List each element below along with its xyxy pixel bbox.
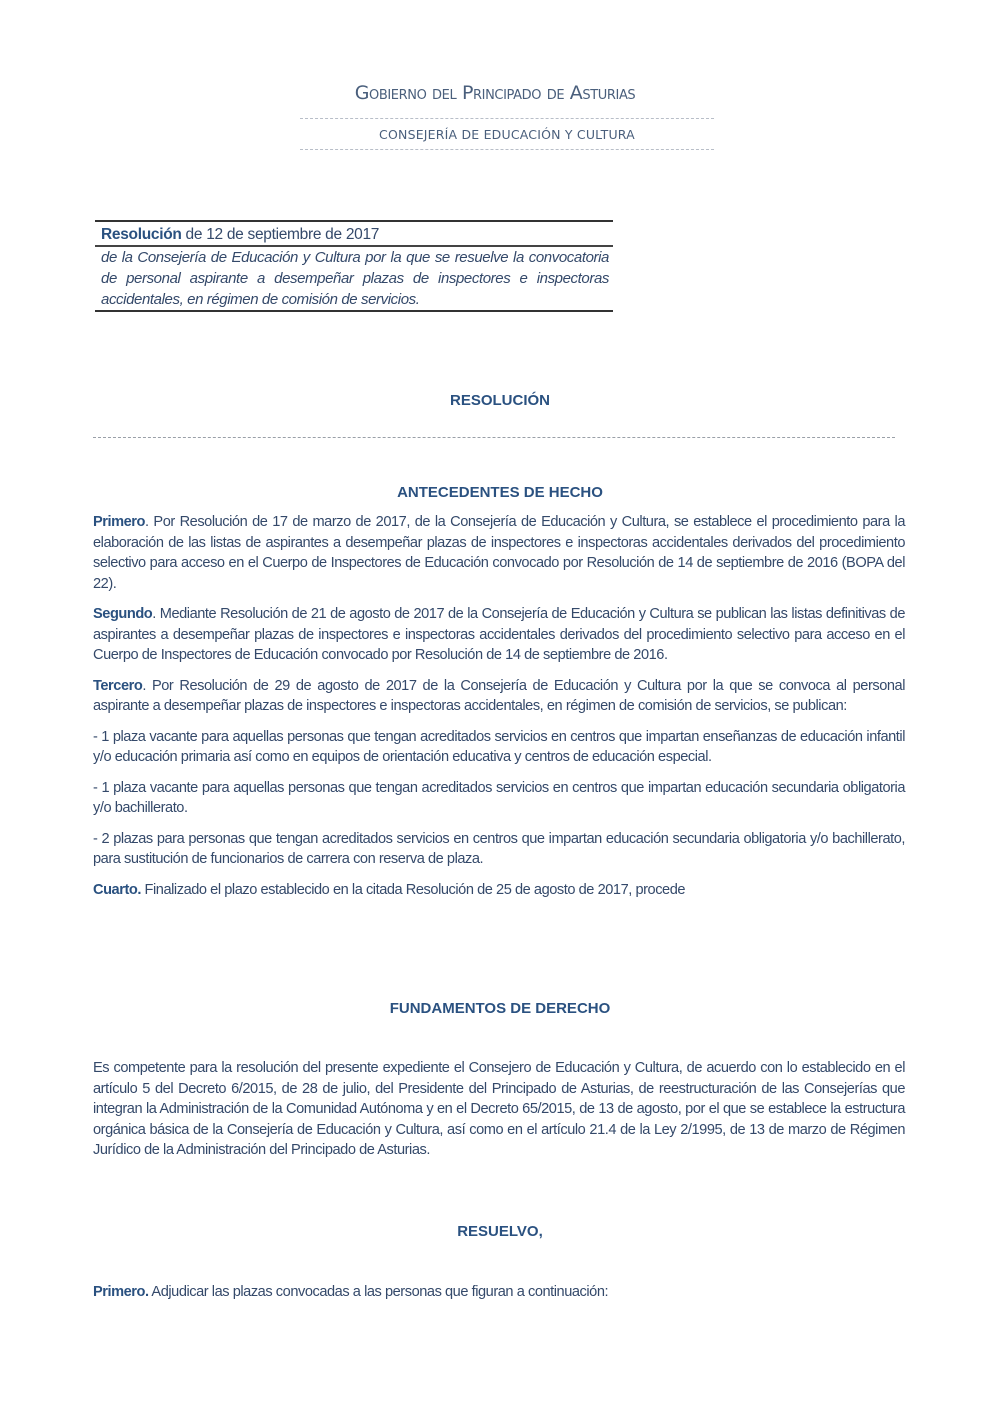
- paragraph-text: Adjudicar las plazas convocadas a las personas que figuran a continuación:: [148, 1284, 609, 1300]
- paragraph-text: . Por Resolución de 29 de agosto de 2017 de la Consejería de Educación y Cultura por la que se convoca al personal aspirante a desempeñar plazas de inspectores e inspectoras accidentales, en régimen de comisión de servicios, se publican:: [93, 677, 905, 714]
- paragraph-text: - 1 plaza vacante para aquellas personas que tengan acreditados servicios en centros que impartan enseñanzas de educación infantil y/o educación primaria así como en equipos de orientación educativa y centros de educación especial.: [93, 728, 905, 765]
- heading-resolucion: RESOLUCIÓN: [449, 392, 550, 409]
- resolution-date: de 12 de septiembre de 2017: [181, 226, 380, 243]
- paragraph-text: - 2 plazas para personas que tengan acreditados servicios en centros que impartan educación secundaria obligatoria y/o bachillerato, para sustitución de funcionarios de carrera con reserva de plaza.: [93, 830, 905, 867]
- paragraph-text: . Por Resolución de 17 de marzo de 2017, de la Consejería de Educación y Cultura, se establece el procedimiento para la elaboración de las listas de aspirantes a desempeñar plazas de inspectores e inspectoras accidentales derivados del procedimiento selectivo para acceso en el Cuerpo de Inspectores de Educación convocado por Resolución de 14 de septiembre de 2016 (BOPA del 22).: [93, 514, 905, 592]
- paragraph: [93, 604, 905, 666]
- government-title: Gobierno del Principado de Asturias: [354, 82, 636, 104]
- list-item: [93, 829, 905, 870]
- paragraph: [93, 676, 905, 717]
- resolution-title-bold: Resolución: [101, 226, 182, 243]
- heading-resuelvo: RESUELVO,: [457, 1223, 543, 1240]
- paragraph-text: Finalizado el plazo establecido en la citada Resolución de 25 de agosto de 2017, procede: [140, 881, 686, 898]
- antecedentes-body: [93, 512, 905, 910]
- section-divider: [93, 437, 895, 438]
- resolution-description: de la Consejería de Educación y Cultura por la que se resuelve la convocatoria de personal aspirante a desempeñar plazas de inspectores e inspectoras accidentales, en régimen de comisión de servicios.: [101, 249, 609, 308]
- paragraph-lead: Primero: [93, 514, 146, 530]
- paragraph-lead: Primero.: [93, 1284, 149, 1300]
- resolution-title: [95, 222, 613, 247]
- heading-fundamentos: FUNDAMENTOS DE DERECHO: [389, 1000, 611, 1017]
- header-divider: [300, 118, 714, 119]
- paragraph-lead: Cuarto.: [93, 881, 141, 898]
- heading-antecedentes: ANTECEDENTES DE HECHO: [397, 484, 603, 501]
- paragraph: [93, 880, 905, 901]
- paragraph-lead: Tercero: [93, 677, 143, 694]
- paragraph-text: - 1 plaza vacante para aquellas personas que tengan acreditados servicios en centros que impartan educación secundaria obligatoria y/o bachillerato.: [93, 779, 905, 816]
- paragraph: [93, 1282, 905, 1303]
- resuelvo-body: [93, 1282, 905, 1313]
- department-title: CONSEJERÍA DE EDUCACIÓN Y CULTURA: [379, 127, 635, 142]
- paragraph-text: . Mediante Resolución de 21 de agosto de 2017 de la Consejería de Educación y Cultura se publican las listas definitivas de aspirantes a desempeñar plazas de inspectores e inspectoras accidentales derivados del procedimiento selectivo para acceso en el Cuerpo de Inspectores de Educación convocado por Resolución de 14 de septiembre de 2016.: [93, 606, 905, 663]
- paragraph: [93, 512, 905, 594]
- resolution-summary-box: [95, 220, 613, 312]
- paragraph-lead: Segundo: [93, 606, 153, 622]
- paragraph: Es competente para la resolución del presente expediente el Consejero de Educación y Cultura, de acuerdo con lo establecido en el artículo 5 del Decreto 6/2015, de 28 de julio, del Presidente del Principado de Asturias, de reestructuración de las Consejerías que integran la Administración de la Comunidad Autónoma y en el Decreto 65/2015, de 13 de agosto, por el que se establece la estructura orgánica básica de la Consejería de Educación y Cultura, así como en el artículo 21.4 de la Ley 2/1995, de 13 de marzo de Régimen Jurídico de la Administración del Principado de Asturias.: [93, 1060, 905, 1158]
- fundamentos-body: [93, 1058, 905, 1171]
- list-item: [93, 727, 905, 768]
- list-item: [93, 778, 905, 819]
- header-divider: [300, 149, 714, 150]
